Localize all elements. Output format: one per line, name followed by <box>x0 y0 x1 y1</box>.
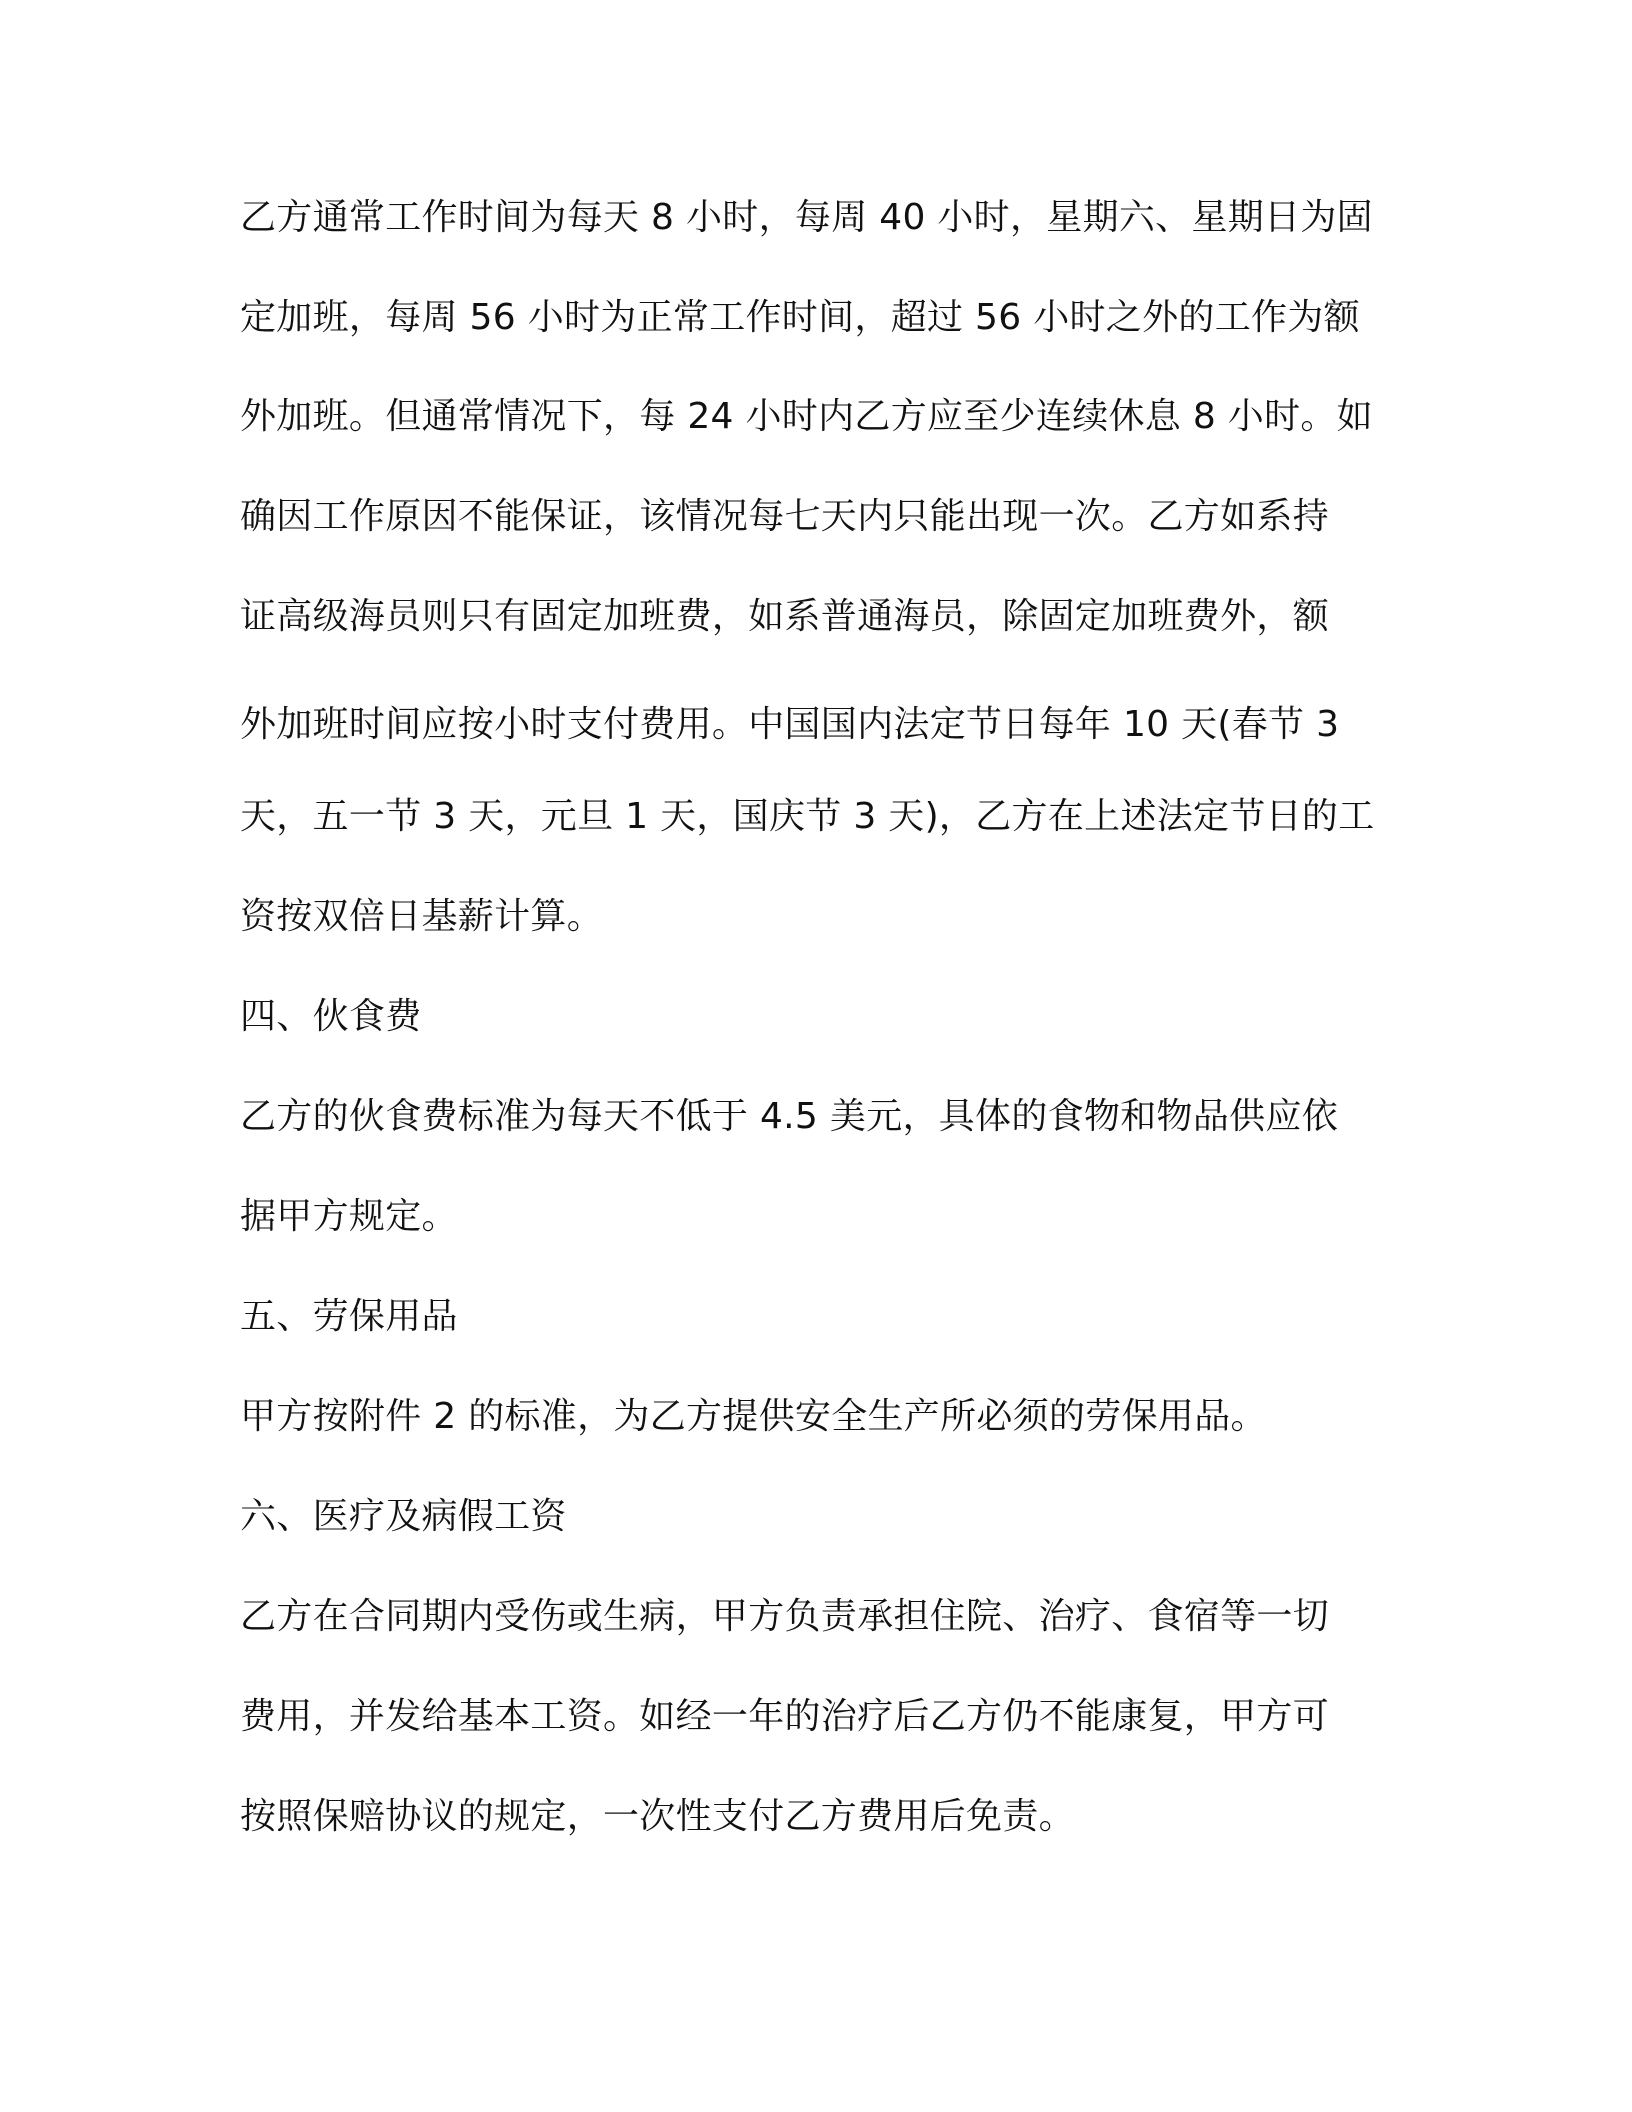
paragraph-line: 费用，并发给基本工资。如经一年的治疗后乙方仍不能康复，甲方可 <box>240 1696 1330 1737</box>
paragraph-line: 乙方的伙食费标准为每天不低于 4.5 美元，具体的食物和物品供应依 <box>240 1096 1339 1137</box>
paragraph-line: 外加班时间应按小时支付费用。中国国内法定节日每年 10 天(春节 3 <box>240 704 1340 745</box>
paragraph-line: 确因工作原因不能保证，该情况每七天内只能出现一次。乙方如系持 <box>240 496 1330 537</box>
paragraph-line: 外加班。但通常情况下，每 24 小时内乙方应至少连续休息 8 小时。如 <box>240 396 1373 437</box>
section-heading-protective-gear: 五、劳保用品 <box>240 1296 458 1337</box>
paragraph-line: 乙方通常工作时间为每天 8 小时，每周 40 小时，星期六、星期日为固 <box>240 197 1373 238</box>
paragraph-line: 乙方在合同期内受伤或生病，甲方负责承担住院、治疗、食宿等一切 <box>240 1596 1330 1637</box>
paragraph-line: 甲方按附件 2 的标准，为乙方提供安全生产所必须的劳保用品。 <box>240 1396 1267 1437</box>
paragraph-line: 资按双倍日基薪计算。 <box>240 896 604 937</box>
paragraph-line: 据甲方规定。 <box>240 1196 458 1237</box>
paragraph-line: 按照保赔协议的规定，一次性支付乙方费用后免责。 <box>240 1796 1075 1837</box>
paragraph-line: 证高级海员则只有固定加班费，如系普通海员，除固定加班费外，额 <box>240 596 1330 637</box>
paragraph-line: 定加班，每周 56 小时为正常工作时间，超过 56 小时之外的工作为额 <box>240 297 1360 338</box>
section-heading-meals: 四、伙食费 <box>240 996 422 1037</box>
paragraph-line: 天，五一节 3 天，元旦 1 天，国庆节 3 天)，乙方在上述法定节日的工 <box>240 796 1375 837</box>
section-heading-medical: 六、医疗及病假工资 <box>240 1496 567 1537</box>
